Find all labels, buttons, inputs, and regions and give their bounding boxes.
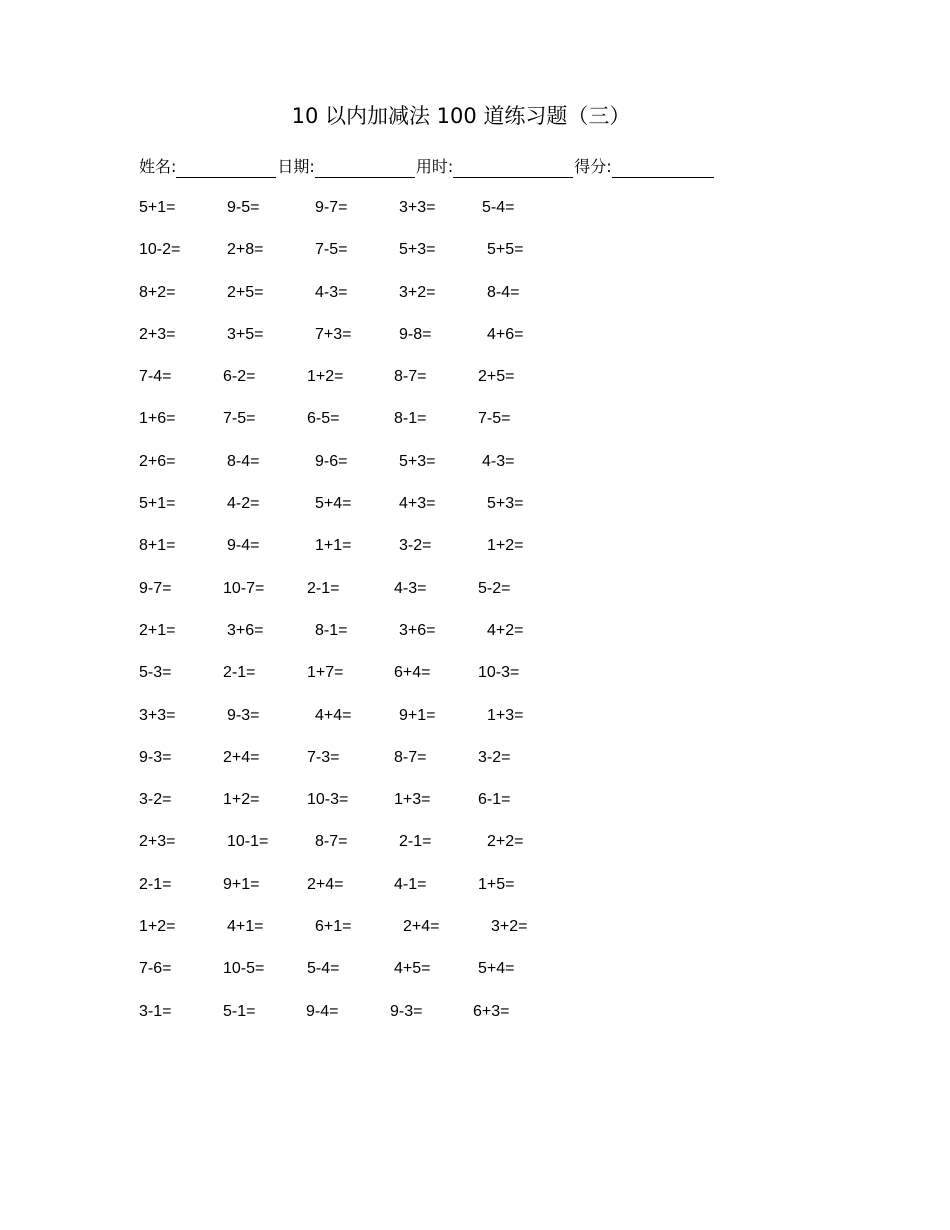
problem-item: 3-2= [478,748,511,766]
problem-item: 4-2= [227,495,260,513]
problem-item: 2+3= [139,325,176,343]
problem-item: 6-2= [223,368,256,386]
problem-item: 4-3= [394,579,427,597]
problem-row [139,367,659,409]
problem-item: 6+3= [473,1002,510,1020]
problem-item: 6-1= [478,791,511,809]
problem-item: 4+4= [315,706,352,724]
date-blank [315,156,415,178]
problem-item: 5+3= [487,495,524,513]
problem-item: 7+3= [315,325,352,343]
problem-item: 4+5= [394,960,431,978]
problem-item: 1+6= [139,410,176,428]
problem-item: 1+2= [307,368,344,386]
problem-item: 2-1= [399,833,432,851]
problem-item: 9+1= [399,706,436,724]
problem-item: 5+3= [399,452,436,470]
problem-item: 1+2= [223,791,260,809]
problem-item: 10-3= [478,664,520,682]
problem-item: 2+8= [227,241,264,259]
problem-item: 1+2= [139,918,176,936]
problem-item: 4+3= [399,495,436,513]
problem-row [139,240,659,282]
problem-item: 2+4= [307,875,344,893]
problem-item: 3+6= [227,621,264,639]
problem-item: 4-3= [315,283,348,301]
problem-item: 9-6= [315,452,348,470]
problem-item: 8+2= [139,283,176,301]
problem-row [139,198,659,240]
problem-item: 7-6= [139,960,172,978]
problem-item: 1+3= [394,791,431,809]
problem-item: 3+5= [227,325,264,343]
problem-item: 8-4= [487,283,520,301]
problem-item: 5+3= [399,241,436,259]
problem-item: 2+5= [227,283,264,301]
problem-row [139,494,659,536]
problem-item: 3+2= [399,283,436,301]
problem-item: 7-5= [478,410,511,428]
problem-item: 9-3= [139,748,172,766]
problem-item: 2+3= [139,833,176,851]
problem-item: 3-2= [139,791,172,809]
problem-item: 3+6= [399,621,436,639]
problem-row [139,706,659,748]
problem-row [139,917,659,959]
problem-item: 1+7= [307,664,344,682]
problem-item: 9-4= [227,537,260,555]
problem-item: 10-3= [307,791,349,809]
problem-item: 3+2= [491,918,528,936]
problem-item: 1+5= [478,875,515,893]
problem-item: 2+4= [403,918,440,936]
problem-item: 4+6= [487,325,524,343]
problem-item: 5+1= [139,495,176,513]
problem-item: 4+2= [487,621,524,639]
problem-grid [139,198,659,1044]
problem-item: 9-5= [227,199,260,216]
problem-row [139,663,659,705]
problem-item: 9+1= [223,875,260,893]
problem-item: 2-1= [307,579,340,597]
problem-item: 7-3= [307,748,340,766]
problem-row [139,621,659,663]
name-blank [176,156,276,178]
student-info-line [139,152,715,178]
problem-item: 10-7= [223,579,265,597]
problem-item: 1+2= [487,537,524,555]
problem-item: 8-1= [394,410,427,428]
problem-item: 3+3= [399,199,436,216]
problem-item: 1+1= [315,537,352,555]
time-label: 用时: [415,157,454,176]
problem-item: 5+4= [315,495,352,513]
problem-item: 9-7= [139,579,172,597]
problem-item: 10-1= [227,833,269,851]
problem-item: 8-7= [315,833,348,851]
problem-item: 6+4= [394,664,431,682]
problem-item: 9-4= [306,1002,339,1020]
problem-row [139,790,659,832]
problem-row [139,452,659,494]
problem-item: 6+1= [315,918,352,936]
score-blank [612,156,714,178]
problem-item: 8-1= [315,621,348,639]
problem-item: 5+1= [139,199,176,216]
problem-item: 6-5= [307,410,340,428]
problem-item: 9-7= [315,199,348,216]
problem-row [139,536,659,578]
problem-item: 10-2= [139,241,181,259]
time-blank [453,156,573,178]
problem-row [139,283,659,325]
problem-item: 2-1= [223,664,256,682]
problem-item: 5-4= [307,960,340,978]
problem-item: 5-2= [478,579,511,597]
problem-item: 2-1= [139,875,172,893]
problem-item: 5-4= [482,199,515,216]
problem-item: 5+4= [478,960,515,978]
problem-item: 7-4= [139,368,172,386]
problem-row [139,959,659,1001]
problem-item: 3-2= [399,537,432,555]
problem-row [139,875,659,917]
problem-item: 9-3= [227,706,260,724]
problem-item: 9-8= [399,325,432,343]
problem-item: 5-3= [139,664,172,682]
problem-item: 3+3= [139,706,176,724]
date-label: 日期: [277,157,315,176]
name-label: 姓名: [139,157,177,176]
problem-item: 2+1= [139,621,176,639]
problem-item: 9-3= [390,1002,423,1020]
problem-item: 1+3= [487,706,524,724]
problem-item: 2+6= [139,452,176,470]
problem-item: 4+1= [227,918,264,936]
problem-item: 7-5= [223,410,256,428]
problem-item: 5+5= [487,241,524,259]
problem-row [139,325,659,367]
problem-item: 2+5= [478,368,515,386]
problem-item: 4-3= [482,452,515,470]
problem-item: 10-5= [223,960,265,978]
problem-item: 8+1= [139,537,176,555]
problem-item: 8-7= [394,368,427,386]
problem-item: 4-1= [394,875,427,893]
score-label: 得分: [574,157,612,176]
problem-row [139,579,659,621]
problem-item: 5-1= [223,1002,256,1020]
problem-row [139,1002,659,1044]
worksheet-title: 10 以内加减法 100 道练习题（三） [291,104,631,128]
problem-row [139,748,659,790]
problem-item: 2+4= [223,748,260,766]
problem-item: 8-4= [227,452,260,470]
problem-row [139,832,659,874]
problem-item: 3-1= [139,1002,172,1020]
problem-item: 2+2= [487,833,524,851]
problem-row [139,409,659,451]
problem-item: 7-5= [315,241,348,259]
problem-item: 8-7= [394,748,427,766]
